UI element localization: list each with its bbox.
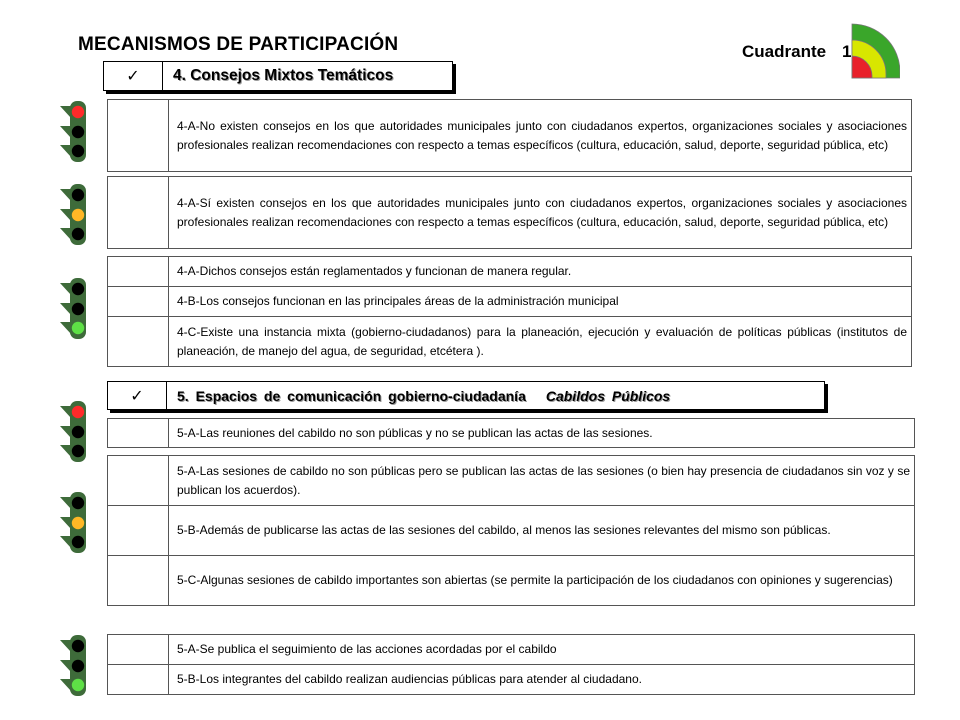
traffic-light-visor [60, 640, 71, 652]
traffic-light-visor [60, 189, 71, 201]
checkbox-cell [108, 177, 169, 249]
table-row [108, 556, 915, 606]
criterion-text: 4-C-Existe una instancia mixta (gobierno-ciudadanos) para la planeación, ejecución y evaluación de políticas públicas (institutos de planeación, de manejo del agua, de seguridad, etcétera ). [169, 317, 912, 367]
table-row [108, 665, 915, 695]
traffic-light-visor [60, 209, 71, 221]
traffic-light-lamp-yellow [72, 426, 84, 438]
traffic-light-lamp-green [72, 679, 84, 691]
traffic-light-lamp-red [72, 189, 84, 201]
traffic-light-lamp-green [72, 445, 84, 457]
traffic-light-visor [60, 106, 71, 118]
traffic-light-visor [60, 126, 71, 138]
criterion-text: 5-B-Además de publicarse las actas de las sesiones del cabildo, al menos las sesiones relevantes del mismo son públicas. [169, 506, 915, 556]
traffic-light-visor [60, 303, 71, 315]
criteria-table-5-red [107, 418, 915, 448]
checkbox-cell [108, 257, 169, 287]
traffic-light-green-icon [58, 277, 92, 341]
section-5-title-italic: Cabildos Públicos [545, 387, 671, 404]
table-row [108, 635, 915, 665]
traffic-light-green-icon [58, 634, 92, 698]
traffic-light-lamp-green [72, 536, 84, 548]
table-row [108, 317, 912, 367]
checkbox-cell [108, 635, 169, 665]
criterion-text: 5-C-Algunas sesiones de cabildo importantes son abiertas (se permite la participación de los ciudadanos con opiniones y sugerencias) [169, 556, 915, 606]
traffic-light-red-icon [58, 400, 92, 464]
criteria-table-4-yellow [107, 176, 912, 249]
checkbox-cell [108, 100, 169, 172]
quadrant-number: 1 [842, 42, 852, 61]
criterion-text: 5-A-Las reuniones del cabildo no son públicas y no se publican las actas de las sesiones. [169, 419, 915, 448]
page-title: MECANISMOS DE PARTICIPACIÓN [78, 34, 399, 55]
table-row [108, 456, 915, 506]
traffic-light-visor [60, 426, 71, 438]
traffic-light-lamp-yellow [72, 303, 84, 315]
checkbox-cell [108, 556, 169, 606]
traffic-light-yellow-icon [58, 491, 92, 555]
criteria-table-4-green [107, 256, 912, 367]
traffic-light-visor [60, 517, 71, 529]
checkbox-cell [108, 456, 169, 506]
traffic-light-lamp-green [72, 322, 84, 334]
traffic-light-visor [60, 536, 71, 548]
table-row [108, 287, 912, 317]
traffic-light-visor [60, 497, 71, 509]
section-5-header [107, 381, 825, 410]
criteria-table-5-green [107, 634, 915, 695]
checkmark-icon: ✓ [108, 382, 167, 409]
section-4-title: 4. Consejos Mixtos Temáticos [173, 67, 394, 84]
traffic-light-lamp-red [72, 406, 84, 418]
checkbox-cell [108, 665, 169, 695]
section-4-header [103, 61, 453, 91]
criterion-text: 5-A-Las sesiones de cabildo no son públicas pero se publican las actas de las sesiones (o bien hay presencia de ciudadanos sin voz y se publican los acuerdos). [169, 456, 915, 506]
traffic-light-visor [60, 660, 71, 672]
table-row [108, 177, 912, 249]
criteria-table-5-yellow [107, 455, 915, 606]
traffic-light-lamp-yellow [72, 660, 84, 672]
traffic-light-lamp-green [72, 228, 84, 240]
traffic-light-yellow-icon [58, 183, 92, 247]
checkbox-cell [108, 419, 169, 448]
table-row [108, 419, 915, 448]
traffic-light-visor [60, 228, 71, 240]
checkmark-icon: ✓ [104, 62, 163, 90]
section-5-title [167, 382, 670, 409]
checkbox-cell [108, 287, 169, 317]
criterion-text: 4-A-Sí existen consejos en los que autoridades municipales junto con ciudadanos expertos, organizaciones sociales y asociaciones profesionales realizan recomendaciones con respecto a temas específicos (cultura, educación, salud, deporte, seguridad pública, etc) [169, 177, 912, 249]
traffic-light-visor [60, 445, 71, 457]
traffic-light-lamp-red [72, 283, 84, 295]
traffic-light-lamp-yellow [72, 209, 84, 221]
traffic-light-visor [60, 283, 71, 295]
traffic-light-lamp-yellow [72, 126, 84, 138]
table-row [108, 100, 912, 172]
table-row [108, 506, 915, 556]
criterion-text: 5-B-Los integrantes del cabildo realizan audiencias públicas para atender al ciudadano. [169, 665, 915, 695]
traffic-light-lamp-green [72, 145, 84, 157]
traffic-light-red-icon [58, 100, 92, 164]
criterion-text: 4-B-Los consejos funcionan en las principales áreas de la administración municipal [169, 287, 912, 317]
section-5-title-main: 5. Espacios de comunicación gobierno-ciudadanía [177, 387, 526, 404]
quadrant-label: Cuadrante [742, 42, 827, 61]
traffic-light-lamp-red [72, 497, 84, 509]
traffic-light-lamp-red [72, 640, 84, 652]
table-row [108, 257, 912, 287]
criterion-text: 5-A-Se publica el seguimiento de las acciones acordadas por el cabildo [169, 635, 915, 665]
traffic-light-visor [60, 679, 71, 691]
traffic-light-visor [60, 322, 71, 334]
traffic-light-lamp-yellow [72, 517, 84, 529]
criteria-table-4-red [107, 99, 912, 172]
traffic-light-visor [60, 406, 71, 418]
checkbox-cell [108, 506, 169, 556]
traffic-light-visor [60, 145, 71, 157]
checkbox-cell [108, 317, 169, 367]
criterion-text: 4-A-No existen consejos en los que autoridades municipales junto con ciudadanos expertos, organizaciones sociales y asociaciones profesionales realizan recomendaciones con respecto a temas específicos (cultura, educación, salud, deporte, seguridad pública, etc) [169, 100, 912, 172]
traffic-light-lamp-red [72, 106, 84, 118]
quadrant-icon [848, 20, 900, 82]
criterion-text: 4-A-Dichos consejos están reglamentados y funcionan de manera regular. [169, 257, 912, 287]
